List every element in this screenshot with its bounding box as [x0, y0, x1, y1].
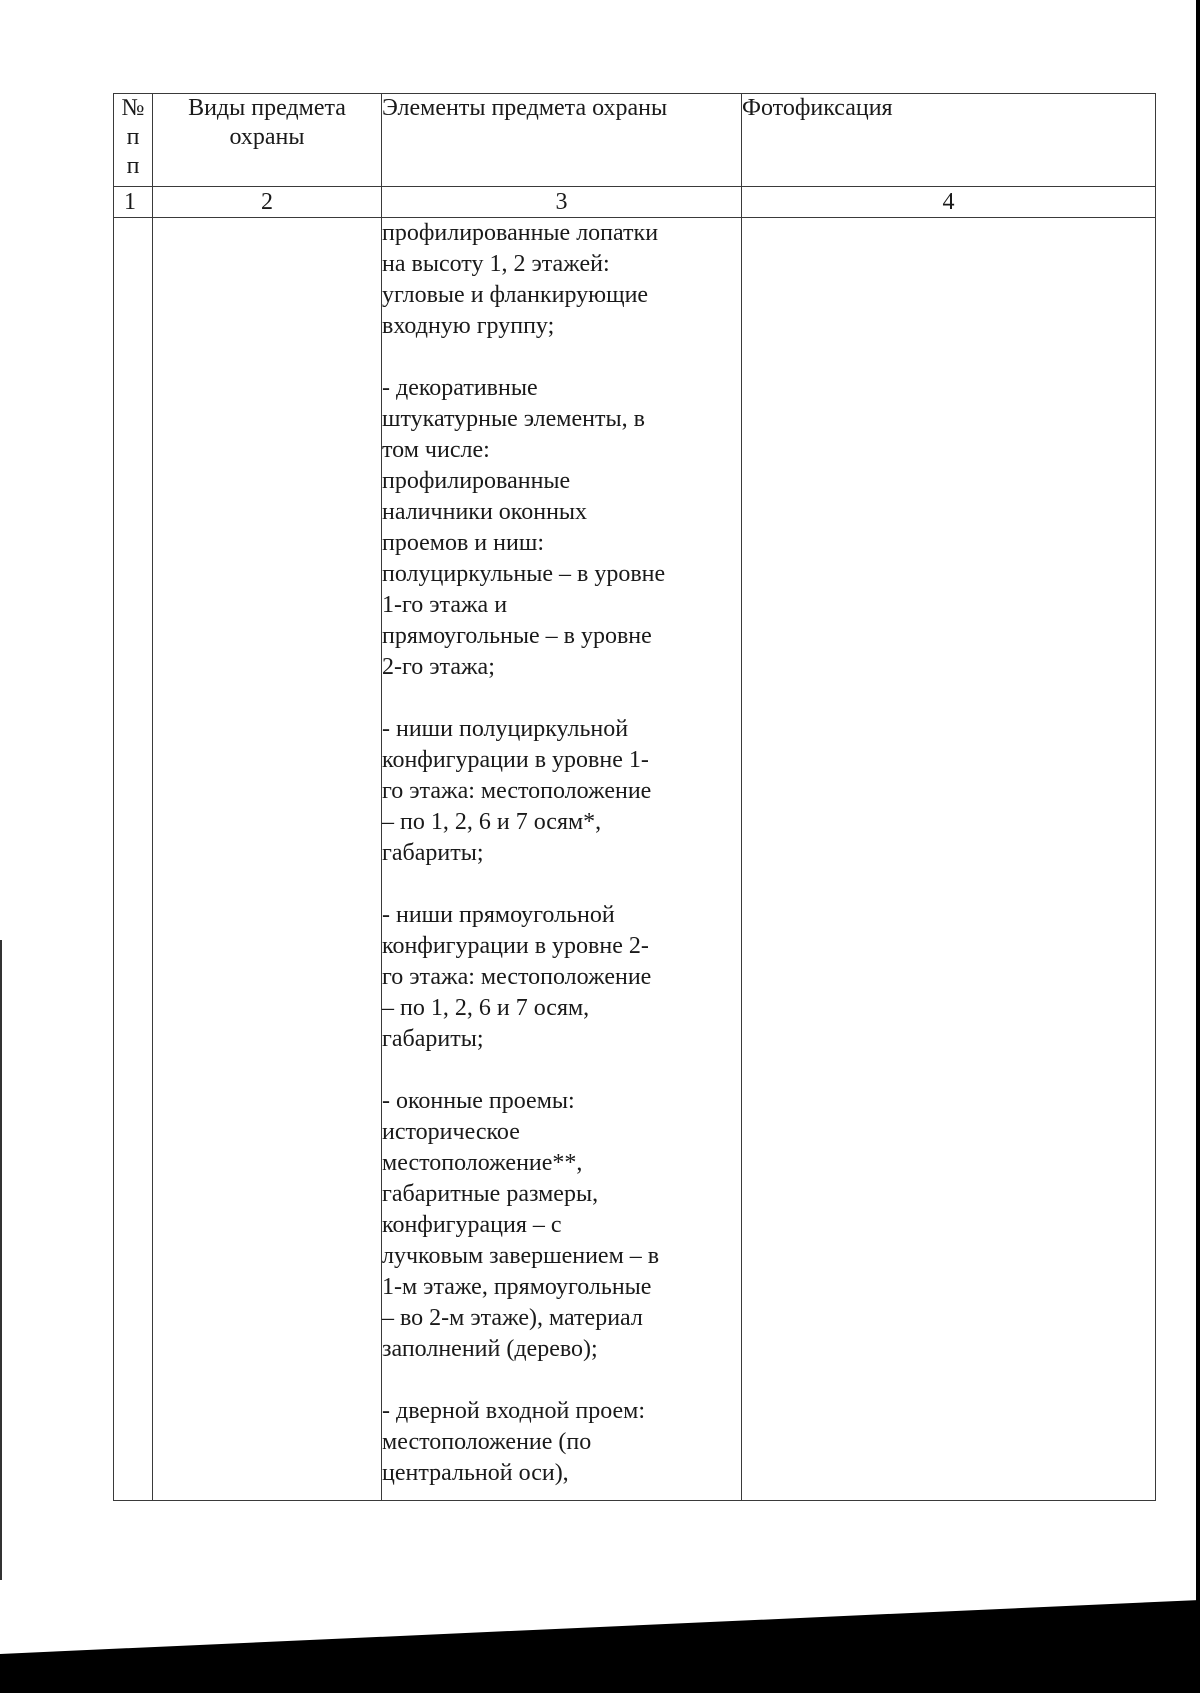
header-protection-types-label: Виды предмета охраны — [188, 95, 346, 150]
header-protection-elements-label: Элементы предмета охраны — [382, 95, 668, 121]
element-paragraph: - ниши прямоугольной конфигурации в уровне 2- го этажа: местоположение – по 1, 2, 6 и 7 осям, габариты; — [382, 902, 652, 1052]
row-photo-cell — [742, 218, 1156, 1501]
header-photo-fixation — [742, 94, 1156, 187]
scan-shadow-bottom — [0, 1600, 1200, 1693]
header-protection-elements — [382, 94, 742, 187]
table-header-row — [114, 94, 1156, 187]
element-paragraph: - декоративные штукатурные элементы, в том числе: профилированные наличники оконных проемов и ниш: полуциркульные – в уровне 1-го этажа и прямоугольные – в уровне 2-го этажа; — [382, 375, 666, 680]
element-paragraph: профилированные лопатки на высоту 1, 2 этажей: угловые и фланкирующие входную группу; — [382, 220, 659, 339]
header-photo-fixation-label: Фотофиксация — [742, 95, 893, 121]
header-protection-types — [153, 94, 382, 187]
element-paragraph: - ниши полуциркульной конфигурации в уровне 1- го этажа: местоположение – по 1, 2, 6 и 7 осям*, габариты; — [382, 716, 652, 866]
row-elements-cell — [382, 218, 742, 1501]
row-number-cell — [114, 218, 153, 1501]
column-number-cell: 3 — [382, 187, 742, 218]
protection-elements-table — [113, 93, 1156, 1501]
scan-edge-left — [0, 940, 2, 1580]
column-number-cell: 1 — [114, 187, 153, 218]
header-number — [114, 94, 153, 187]
table-row — [114, 218, 1156, 1501]
column-number-cell: 2 — [153, 187, 382, 218]
column-number-row — [114, 187, 1156, 218]
element-paragraph: - дверной входной проем: местоположение (по центральной оси), — [382, 1398, 646, 1486]
row-type-cell — [153, 218, 382, 1501]
header-number-label: № п п — [121, 95, 145, 179]
element-paragraph: - оконные проемы: историческое местоположение**, габаритные размеры, конфигурация – с лучковым завершением – в 1-м этаже, прямоугольные – во 2-м этаже), материал заполнений (дерево); — [382, 1088, 660, 1362]
column-number-cell: 4 — [742, 187, 1156, 218]
scan-edge-right — [1196, 0, 1200, 1693]
